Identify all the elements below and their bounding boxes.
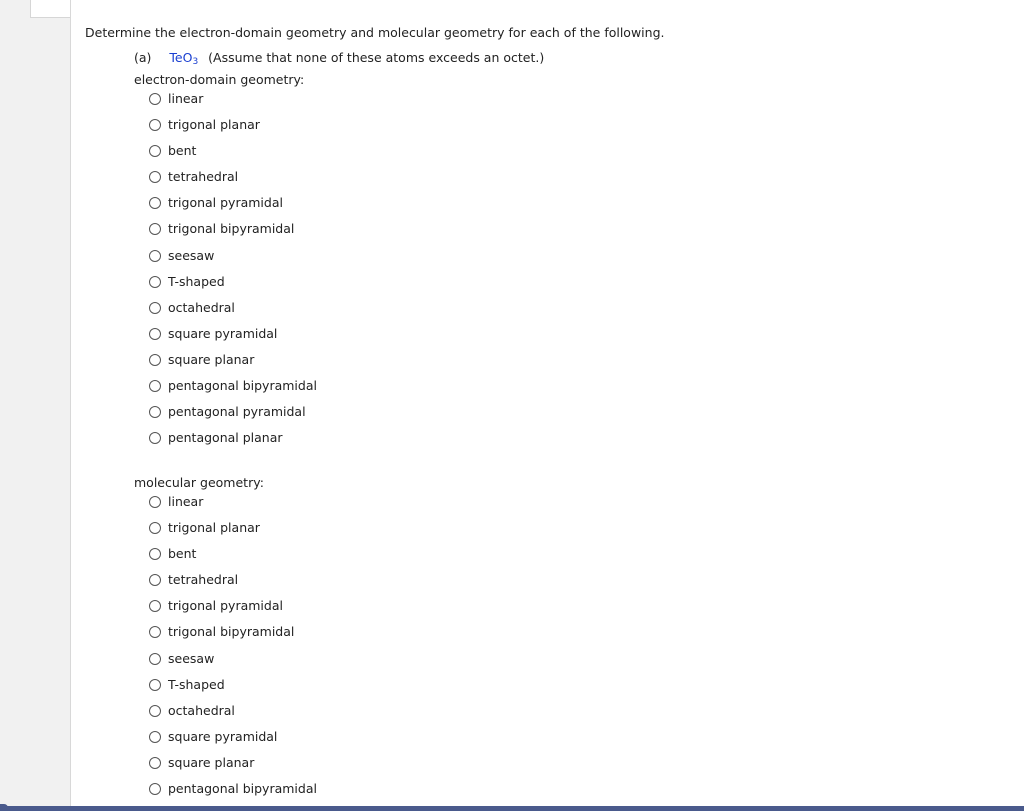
part-a-line (134, 50, 544, 67)
molecular-option[interactable] (149, 572, 317, 598)
option-label: T-shaped (168, 676, 225, 692)
radio-button[interactable] (149, 119, 161, 131)
bottom-bar-corner (0, 804, 8, 811)
radio-button[interactable] (149, 145, 161, 157)
molecular-option[interactable] (149, 703, 317, 729)
formula (169, 50, 198, 65)
option-label: seesaw (168, 247, 215, 263)
radio-button[interactable] (149, 757, 161, 769)
part-note: (Assume that none of these atoms exceeds an octet.) (208, 50, 545, 65)
electron-domain-options (149, 91, 317, 456)
electron-domain-title: electron-domain geometry: (134, 72, 305, 87)
option-label: pentagonal bipyramidal (168, 378, 317, 394)
molecular-title: molecular geometry: (134, 475, 264, 490)
option-label: octahedral (168, 702, 235, 718)
radio-button[interactable] (149, 406, 161, 418)
molecular-option[interactable] (149, 624, 317, 650)
radio-button[interactable] (149, 679, 161, 691)
option-label: trigonal bipyramidal (168, 221, 295, 237)
formula-subscript: 3 (192, 57, 199, 67)
option-label: octahedral (168, 299, 235, 315)
electron-domain-option[interactable] (149, 274, 317, 300)
option-label: linear (168, 91, 204, 106)
option-label: seesaw (168, 650, 215, 666)
option-label: pentagonal planar (168, 430, 283, 446)
option-label: pentagonal pyramidal (168, 404, 306, 420)
electron-domain-option[interactable] (149, 430, 317, 456)
radio-button[interactable] (149, 626, 161, 638)
molecular-option[interactable] (149, 755, 317, 781)
molecular-option[interactable] (149, 677, 317, 703)
radio-button[interactable] (149, 223, 161, 235)
molecular-option[interactable] (149, 781, 317, 807)
radio-button[interactable] (149, 783, 161, 795)
radio-button[interactable] (149, 522, 161, 534)
formula-main: TeO (169, 50, 193, 65)
radio-button[interactable] (149, 731, 161, 743)
electron-domain-option[interactable] (149, 326, 317, 352)
molecular-option[interactable] (149, 651, 317, 677)
part-label: (a) (134, 50, 152, 65)
radio-button[interactable] (149, 171, 161, 183)
radio-button[interactable] (149, 548, 161, 560)
radio-button[interactable] (149, 496, 161, 508)
radio-button[interactable] (149, 354, 161, 366)
radio-button[interactable] (149, 574, 161, 586)
electron-domain-option[interactable] (149, 117, 317, 143)
electron-domain-option[interactable] (149, 195, 317, 221)
radio-button[interactable] (149, 380, 161, 392)
molecular-option[interactable] (149, 546, 317, 572)
option-label: tetrahedral (168, 169, 239, 185)
electron-domain-option[interactable] (149, 248, 317, 274)
radio-button[interactable] (149, 653, 161, 665)
electron-domain-option[interactable] (149, 169, 317, 195)
electron-domain-option[interactable] (149, 352, 317, 378)
radio-button[interactable] (149, 600, 161, 612)
option-label: trigonal pyramidal (168, 598, 283, 614)
radio-button[interactable] (149, 302, 161, 314)
electron-domain-option[interactable] (149, 300, 317, 326)
option-label: T-shaped (168, 273, 225, 289)
molecular-options (149, 494, 317, 807)
option-label: trigonal bipyramidal (168, 624, 295, 640)
electron-domain-option[interactable] (149, 91, 317, 117)
radio-button[interactable] (149, 705, 161, 717)
molecular-option[interactable] (149, 494, 317, 520)
molecular-option[interactable] (149, 598, 317, 624)
option-label: square pyramidal (168, 325, 278, 341)
electron-domain-option[interactable] (149, 143, 317, 169)
electron-domain-option[interactable] (149, 404, 317, 430)
option-label: bent (168, 546, 197, 562)
radio-button[interactable] (149, 93, 161, 105)
instruction-text: Determine the electron-domain geometry and molecular geometry for each of the following. (85, 25, 665, 40)
option-label: linear (168, 494, 204, 509)
option-label: square planar (168, 351, 255, 367)
option-label: pentagonal bipyramidal (168, 781, 317, 797)
option-label: trigonal planar (168, 520, 260, 536)
option-label: trigonal pyramidal (168, 195, 283, 211)
bottom-bar (0, 806, 1024, 811)
molecular-option[interactable] (149, 520, 317, 546)
molecular-option[interactable] (149, 729, 317, 755)
electron-domain-option[interactable] (149, 378, 317, 404)
option-label: bent (168, 143, 197, 159)
option-label: square pyramidal (168, 728, 278, 744)
radio-button[interactable] (149, 432, 161, 444)
option-label: tetrahedral (168, 572, 239, 588)
radio-button[interactable] (149, 276, 161, 288)
option-label: trigonal planar (168, 117, 260, 133)
electron-domain-option[interactable] (149, 221, 317, 247)
option-label: square planar (168, 754, 255, 770)
radio-button[interactable] (149, 328, 161, 340)
radio-button[interactable] (149, 250, 161, 262)
radio-button[interactable] (149, 197, 161, 209)
